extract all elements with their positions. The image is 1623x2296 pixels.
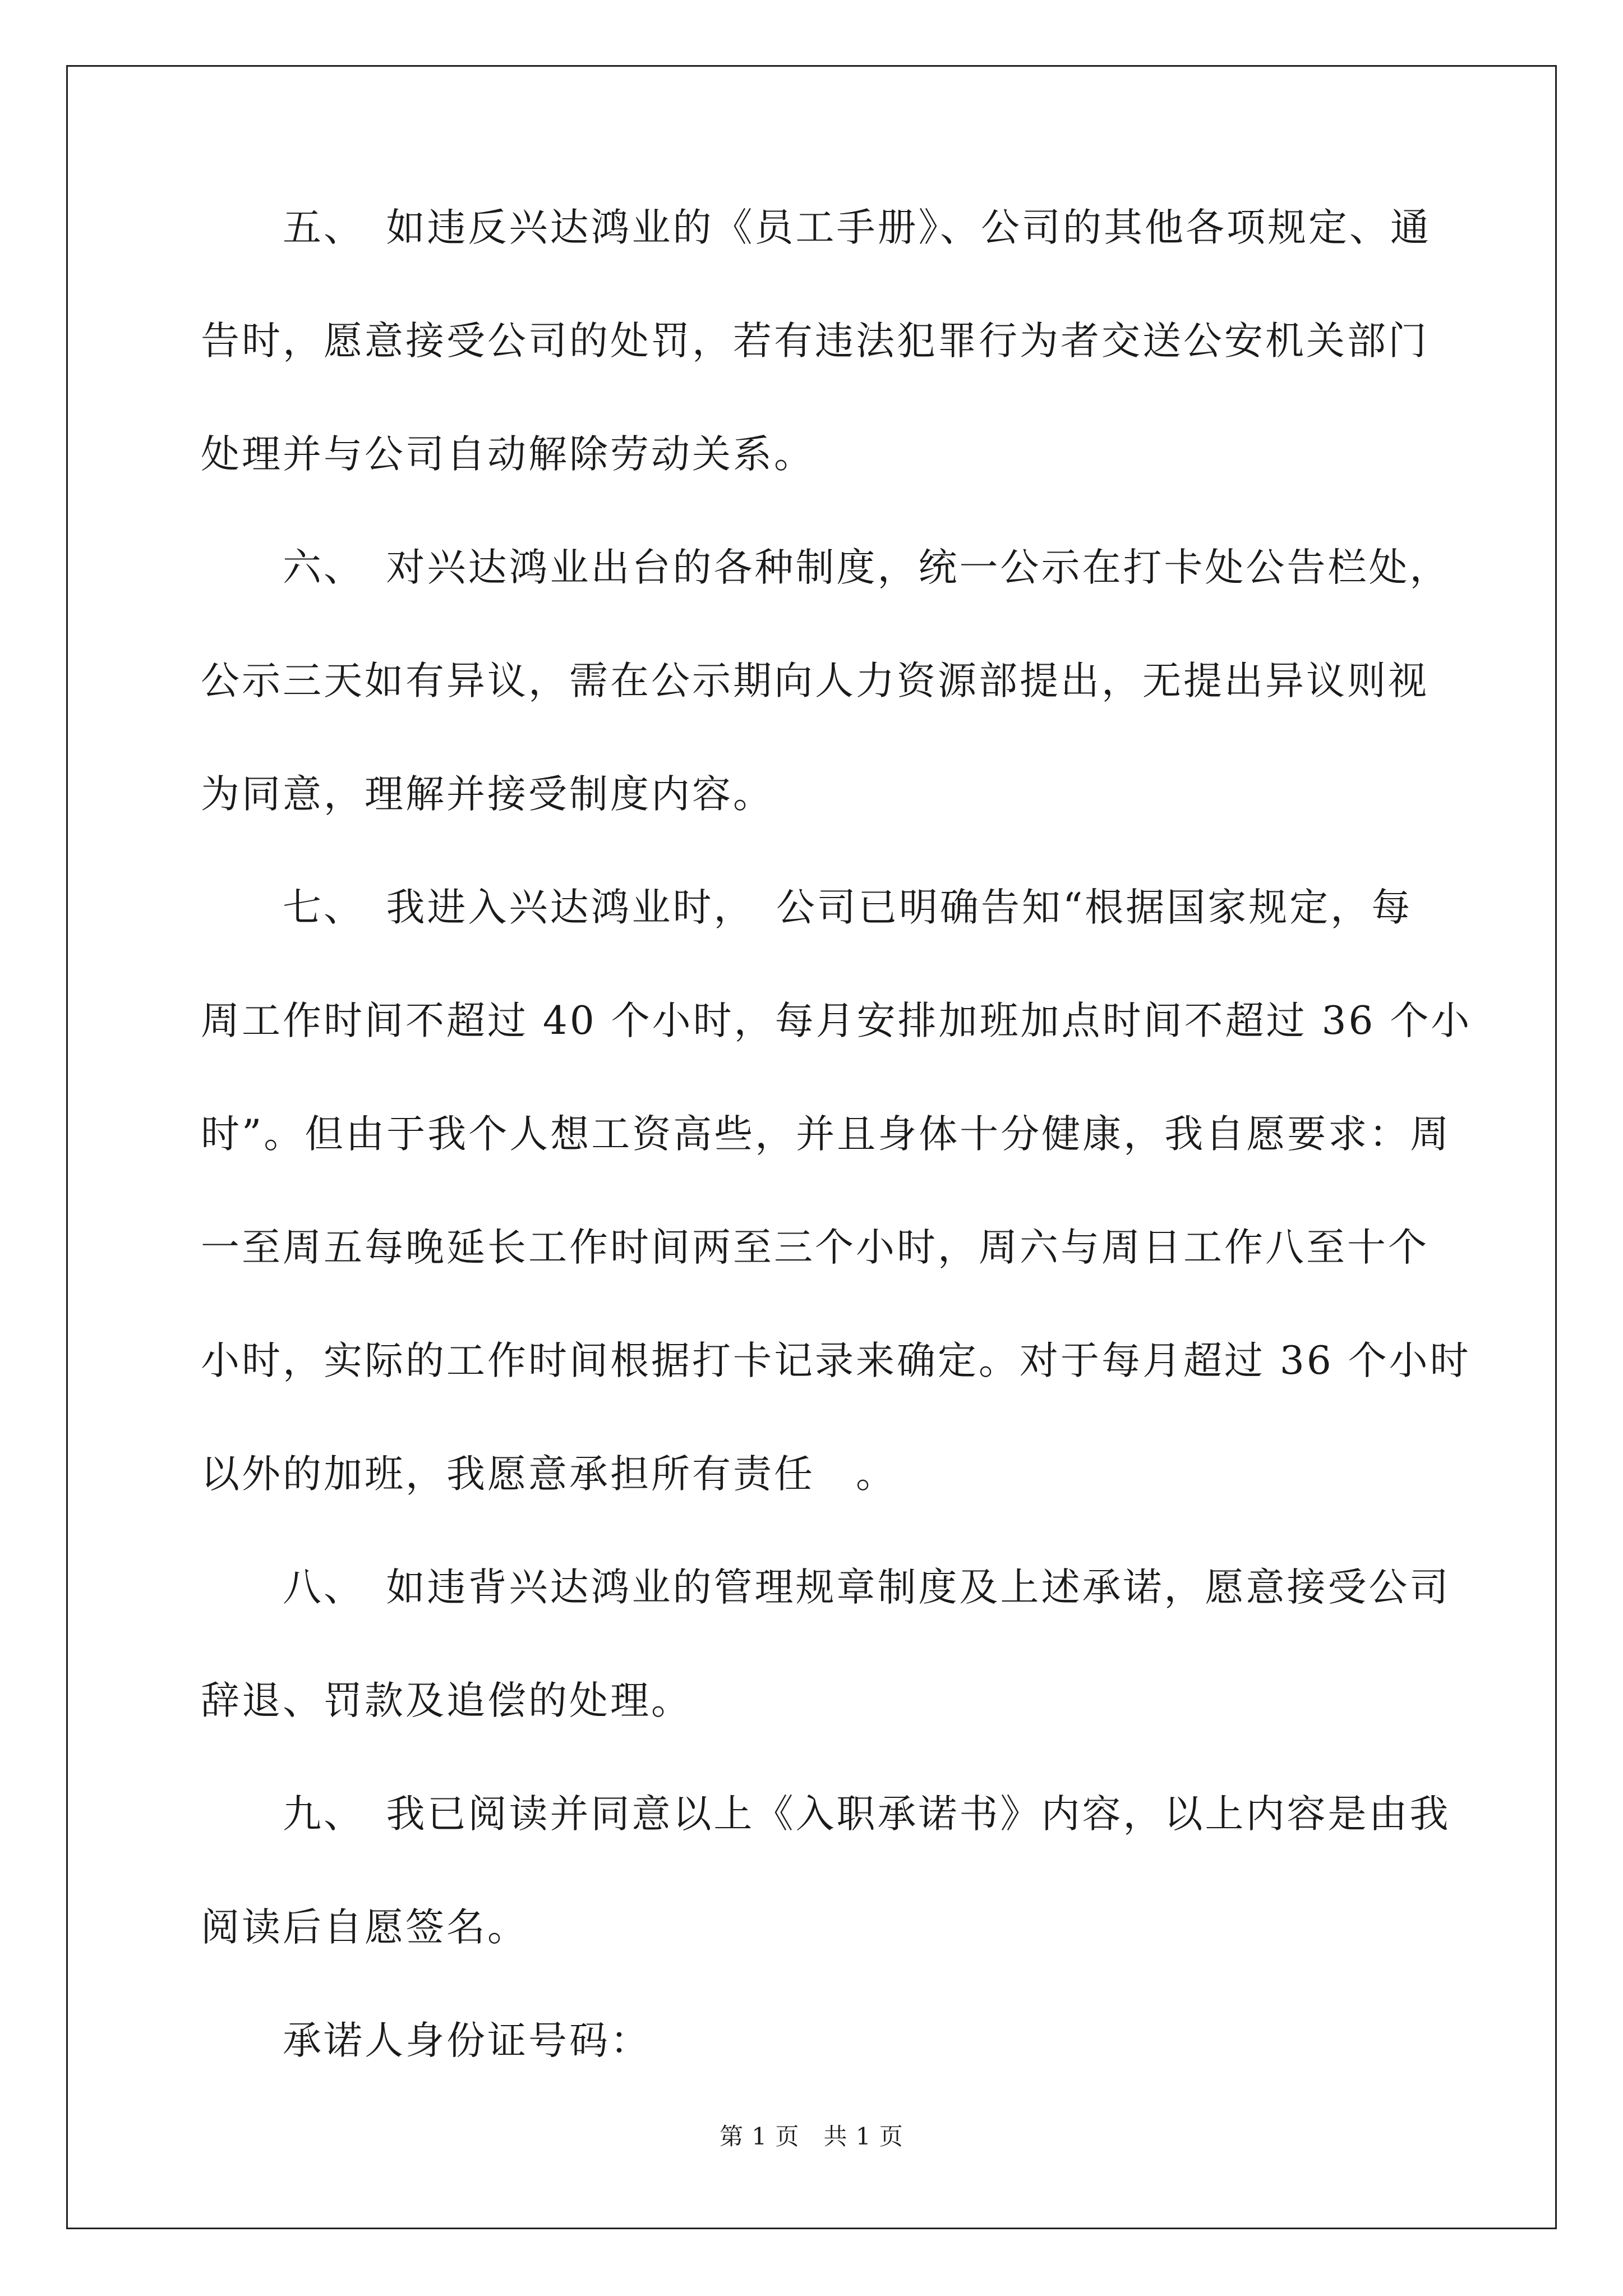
text-line: 八、 如违背兴达鸿业的管理规章制度及上述承诺，愿意接受公司 — [201, 1565, 1451, 1610]
page-footer: 第 1 页 共 1 页 — [720, 2123, 903, 2150]
text-line: 阅读后自愿签名。 — [201, 1905, 528, 1950]
text-line: 辞退、罚款及追偿的处理。 — [201, 1678, 692, 1723]
text-line: 公示三天如有异议，需在公示期向人力资源部提出，无提出异议则视 — [201, 659, 1429, 703]
text-line: 九、 我已阅读并同意以上《入职承诺书》内容，以上内容是由我 — [201, 1792, 1451, 1837]
text-line: 周工作时间不超过 40 个小时，每月安排加班加点时间不超过 36 个小 — [201, 999, 1472, 1043]
text-line: 五、 如违反兴达鸿业的《员工手册》、公司的其他各项规定、通 — [201, 205, 1431, 250]
text-line: 承诺人身份证号码： — [201, 2018, 651, 2063]
text-line: 时”。但由于我个人想工资高些，并且身体十分健康，我自愿要求：周 — [201, 1112, 1451, 1157]
text-line: 告时，愿意接受公司的处罚，若有违法犯罪行为者交送公安机关部门 — [201, 319, 1429, 364]
text-line: 为同意，理解并接受制度内容。 — [201, 772, 774, 817]
text-line: 七、 我进入兴达鸿业时， 公司已明确告知“根据国家规定，每 — [201, 885, 1413, 930]
text-line: 一至周五每晚延长工作时间两至三个小时，周六与周日工作八至十个 — [201, 1225, 1429, 1270]
text-line: 小时，实际的工作时间根据打卡记录来确定。对于每月超过 36 个小时 — [201, 1338, 1471, 1383]
text-line: 六、 对兴达鸿业出台的各种制度，统一公示在打卡处公告栏处， — [201, 545, 1451, 590]
document-body — [201, 205, 1472, 2063]
text-line: 处理并与公司自动解除劳动关系。 — [201, 432, 815, 477]
text-line: 以外的加班，我愿意承担所有责任 。 — [201, 1452, 897, 1497]
